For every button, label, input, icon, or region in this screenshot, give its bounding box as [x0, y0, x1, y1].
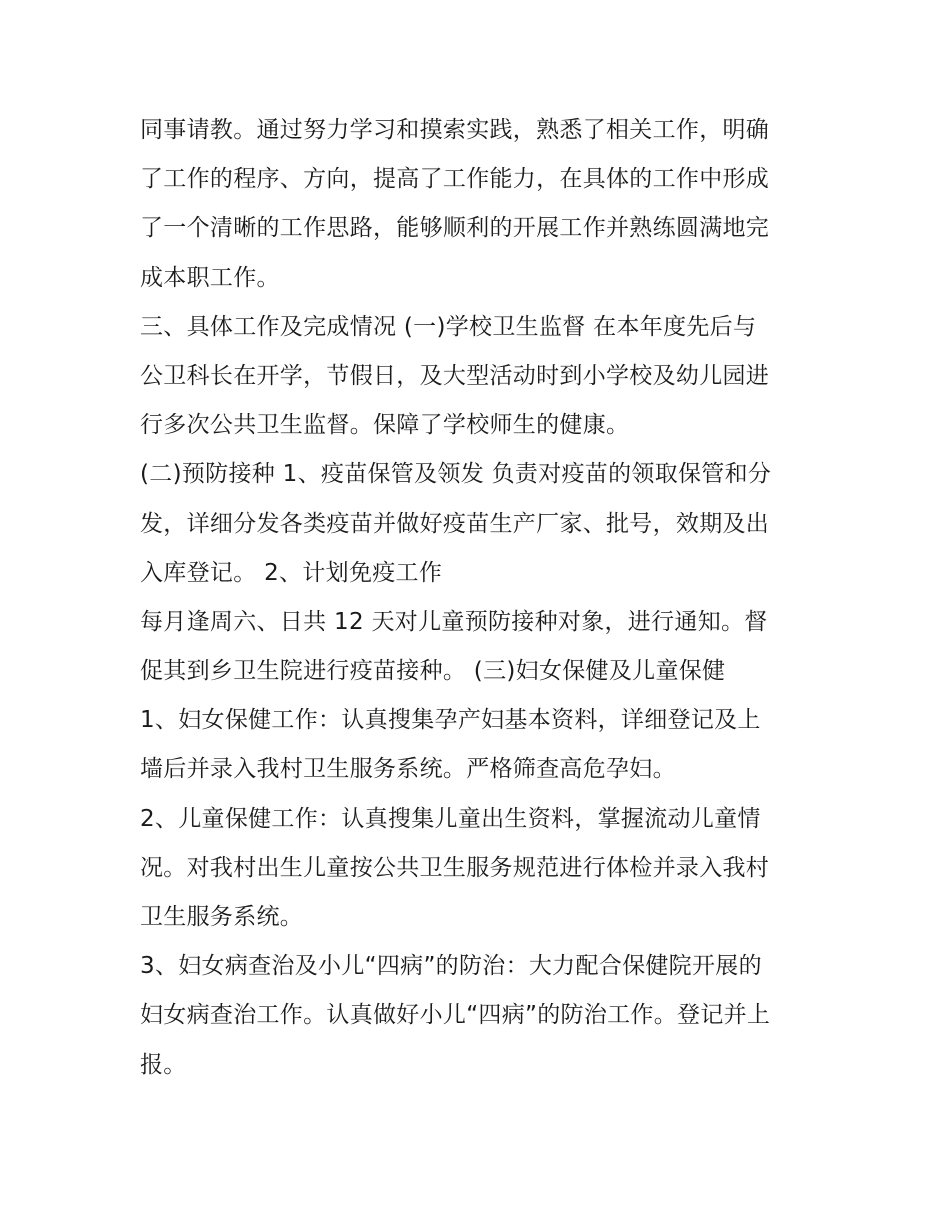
text-line: 公卫科长在开学，节假日，及大型活动时到小学校及幼儿园进 [140, 362, 770, 389]
text-line: 卫生服务系统。 [140, 904, 304, 930]
text-line: 3、妇女病查治及小儿“四病”的防治：大力配合保健院开展的 [140, 953, 762, 980]
text-line: 妇女病查治工作。认真做好小儿“四病”的防治工作。登记并上 [140, 1002, 771, 1029]
text-line: 每月逢周六、日共 12 天对儿童预防接种对象，进行通知。督 [140, 608, 768, 635]
text-line: 了工作的程序、方向，提高了工作能力，在具体的工作中形成 [140, 166, 770, 193]
text-line: 2、儿童保健工作：认真搜集儿童出生资料，掌握流动儿童情 [140, 805, 761, 832]
text-line: 成本职工作。 [140, 264, 280, 291]
text-line: 行多次公共卫生监督。保障了学校师生的健康。 [140, 412, 630, 439]
text-line: 1、妇女保健工作：认真搜集孕产妇基本资料，详细登记及上 [140, 707, 761, 734]
text-line: 墙后并录入我村卫生服务系统。严格筛查高危孕妇。 [140, 756, 676, 783]
text-line: 发，详细分发各类疫苗并做好疫苗生产厂家、批号，效期及出 [140, 510, 770, 537]
text-line: 了一个清晰的工作思路，能够顺利的开展工作并熟练圆满地完 [140, 215, 770, 242]
text-line: 报。 [140, 1051, 187, 1078]
text-line: 况。对我村出生儿童按公共卫生服务规范进行体检并录入我村 [140, 854, 770, 881]
document-body [140, 106, 820, 1090]
text-line: 同事请教。通过努力学习和摸索实践，熟悉了相关工作，明确 [140, 117, 770, 143]
text-line: 三、具体工作及完成情况 (一)学校卫生监督 在本年度先后与 [140, 313, 757, 340]
text-line: (二)预防接种 1、疫苗保管及领发 负责对疫苗的领取保管和分 [140, 461, 772, 488]
text-line: 促其到乡卫生院进行疫苗接种。 (三)妇女保健及儿童保健 [140, 658, 726, 685]
text-line: 入库登记。 2、计划免疫工作 [140, 559, 443, 586]
